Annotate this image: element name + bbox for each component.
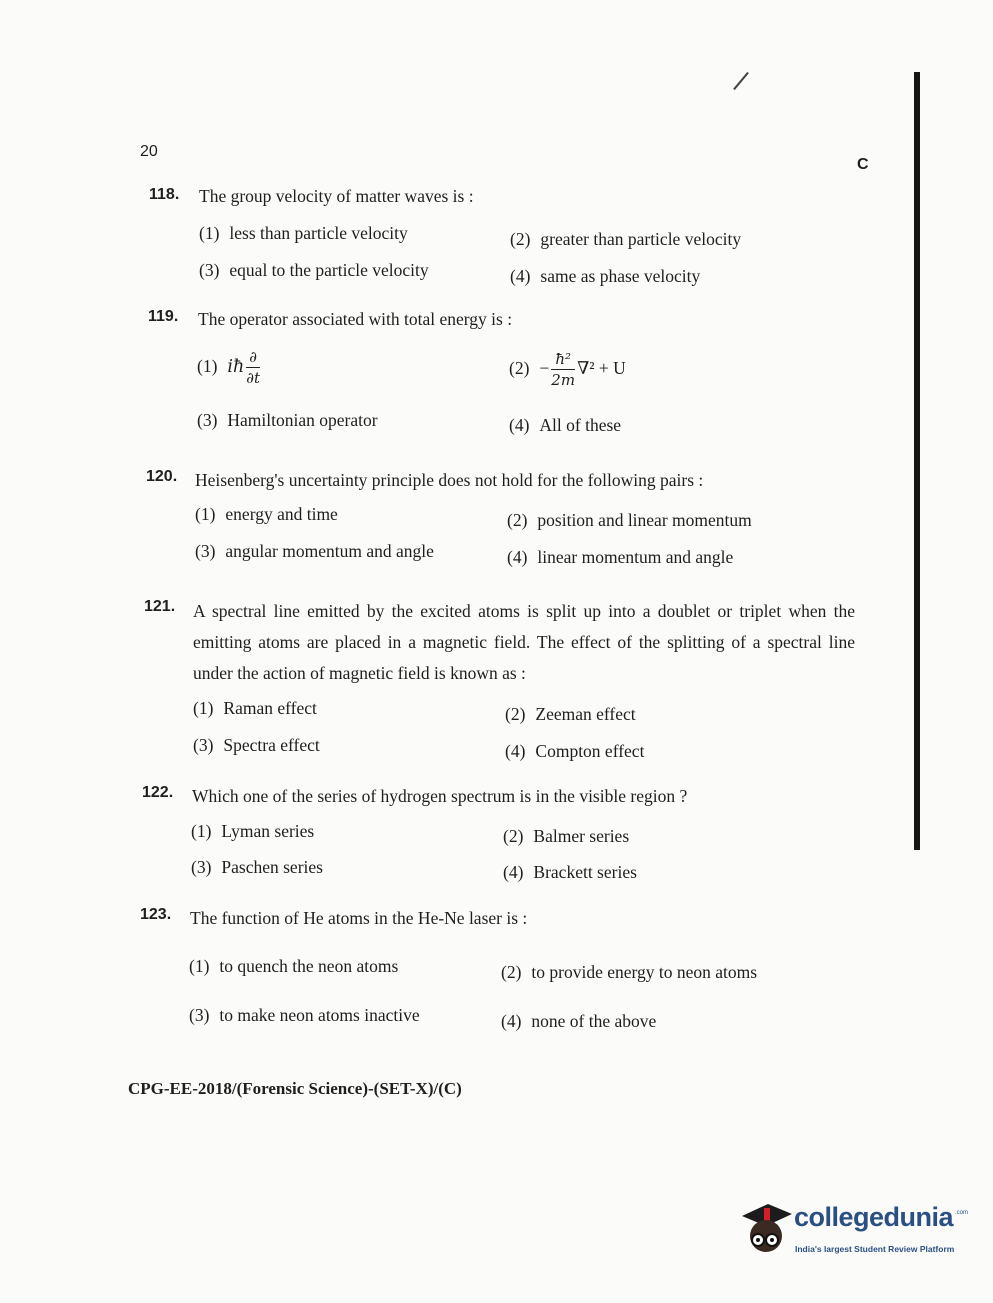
laplacian-term: ∇² + U <box>577 358 626 379</box>
option-1 <box>193 698 317 719</box>
fraction-denominator: 2m <box>551 371 576 389</box>
option-label: (1) <box>191 821 212 841</box>
option-3 <box>193 735 320 756</box>
option-2 <box>507 510 752 531</box>
fraction-numerator: ∂ <box>246 350 260 368</box>
question-text: A spectral line emitted by the excited atoms is split up into a doublet or triplet when the emitting atoms are placed in a magnetic field. The effect of the splitting of a spectral line under the action of magnetic field is known as : <box>193 601 855 683</box>
option-3 <box>189 1005 420 1026</box>
option-label: (4) <box>501 1011 522 1031</box>
option-text: less than particle velocity <box>229 223 408 243</box>
option-4 <box>505 741 644 762</box>
option-text: to provide energy to neon atoms <box>531 962 758 982</box>
option-label: (2) <box>507 510 528 530</box>
option-1 <box>189 956 398 977</box>
option-text: Brackett series <box>533 862 637 882</box>
option-text: Raman effect <box>223 698 317 718</box>
option-label: (4) <box>509 415 530 435</box>
question-number: 120. <box>146 468 178 485</box>
fraction-denominator: ∂t <box>246 369 261 387</box>
option-label: (2) <box>503 826 524 846</box>
mascot-icon <box>738 1196 794 1258</box>
question-text: Which one of the series of hydrogen spectrum is in the visible region ? <box>192 786 688 806</box>
option-label: (3) <box>199 260 220 280</box>
option-label: (1) <box>193 698 214 718</box>
footer-exam-code: CPG-EE-2018/(Forensic Science)-(SET-X)/(C) <box>128 1079 462 1098</box>
option-label: (3) <box>195 541 216 561</box>
option-2 <box>501 962 757 983</box>
option-label: (2) <box>505 704 526 724</box>
question-number: 118. <box>149 186 180 203</box>
option-1 <box>195 504 338 525</box>
collegedunia-logo <box>738 1196 968 1266</box>
option-label: (4) <box>510 266 531 286</box>
option-2 <box>505 704 636 725</box>
option-text: equal to the particle velocity <box>229 260 429 280</box>
option-text: Balmer series <box>533 826 630 846</box>
question-number: 121. <box>144 598 176 615</box>
option-text: Paschen series <box>221 857 323 877</box>
option-label: (4) <box>505 741 526 761</box>
logo-name: collegedunia <box>794 1202 954 1232</box>
option-text: position and linear momentum <box>537 510 752 530</box>
option-text: angular momentum and angle <box>225 541 434 561</box>
option-label: (4) <box>507 547 528 567</box>
partial-derivative-fraction <box>246 350 260 386</box>
question-text: The group velocity of matter waves is : <box>199 186 474 206</box>
option-text: All of these <box>539 415 622 435</box>
option-text: greater than particle velocity <box>540 229 742 249</box>
question-text: The function of He atoms in the He-Ne laser is : <box>190 908 528 928</box>
option-label: (3) <box>197 410 218 430</box>
option-text: none of the above <box>531 1011 657 1031</box>
option-2 <box>510 229 741 250</box>
option-3 <box>191 857 323 878</box>
question-number: 119. <box>148 308 179 325</box>
option-1 <box>197 350 262 386</box>
option-4 <box>509 415 621 436</box>
option-text: Hamiltonian operator <box>227 410 378 430</box>
hbar-fraction <box>551 352 575 388</box>
option-label: (4) <box>503 862 524 882</box>
logo-tagline: India's largest Student Review Platform <box>795 1244 955 1254</box>
option-3 <box>199 260 429 281</box>
option-label: (3) <box>191 857 212 877</box>
option-4 <box>510 266 700 287</box>
option-text: same as phase velocity <box>540 266 701 286</box>
option-3 <box>197 410 378 431</box>
option-2 <box>503 826 629 847</box>
option-label: (1) <box>189 956 210 976</box>
scan-edge-bar <box>914 72 920 850</box>
option-label: (3) <box>193 735 214 755</box>
option-1 <box>191 821 314 842</box>
question-text: The operator associated with total energy is : <box>198 309 513 329</box>
option-label: (2) <box>510 229 531 249</box>
option-4 <box>507 547 733 568</box>
option-4 <box>503 862 637 883</box>
option-label: (2) <box>509 358 530 379</box>
minus-sign: − <box>539 358 550 379</box>
option-text: to quench the neon atoms <box>219 956 399 976</box>
logo-domain-suffix: .com <box>955 1210 969 1216</box>
option-label: (3) <box>189 1005 210 1025</box>
option-label: (1) <box>199 223 220 243</box>
option-text: to make neon atoms inactive <box>219 1005 420 1025</box>
option-text: Compton effect <box>535 741 645 761</box>
option-text: Zeeman effect <box>535 704 636 724</box>
option-text: Lyman series <box>221 821 315 841</box>
option-label: (1) <box>197 356 218 377</box>
question-number: 122. <box>142 784 174 801</box>
option-4 <box>501 1011 656 1032</box>
question-number: 123. <box>140 906 172 923</box>
option-text: Spectra effect <box>223 735 320 755</box>
operator-prefix: iħ <box>227 357 245 378</box>
option-label: (1) <box>195 504 216 524</box>
tick-mark <box>733 72 749 90</box>
option-1 <box>199 223 408 244</box>
option-text: energy and time <box>225 504 338 524</box>
option-label: (2) <box>501 962 522 982</box>
option-text: linear momentum and angle <box>537 547 734 567</box>
option-2 <box>509 352 626 388</box>
fraction-numerator: ħ² <box>551 352 575 370</box>
question-text: Heisenberg's uncertainty principle does not hold for the following pairs : <box>195 470 704 490</box>
option-3 <box>195 541 434 562</box>
page-number: 20 <box>140 143 158 160</box>
set-code: C <box>857 156 869 173</box>
